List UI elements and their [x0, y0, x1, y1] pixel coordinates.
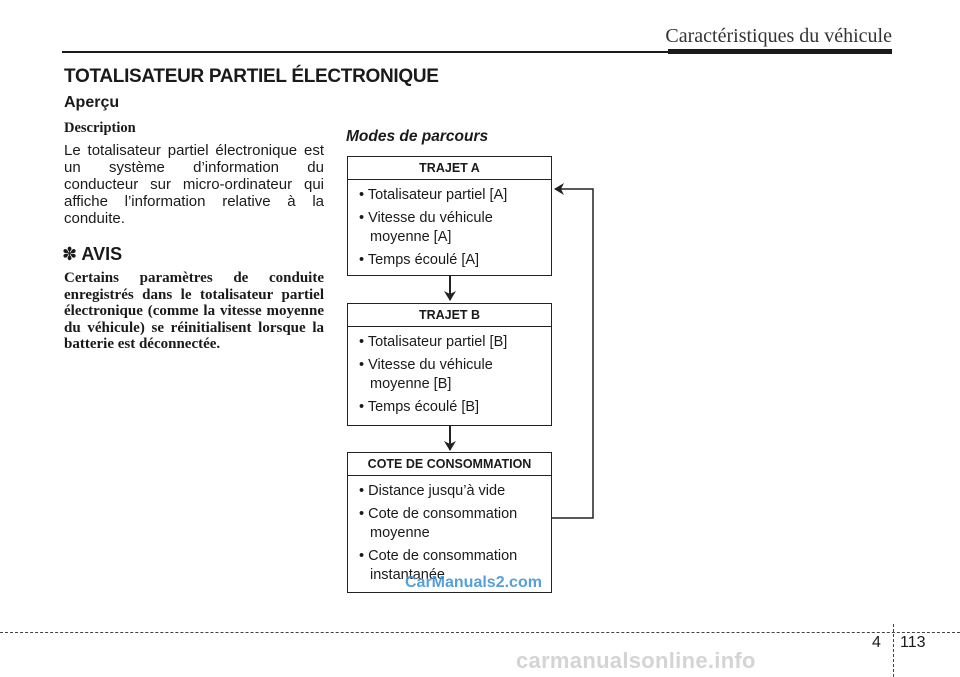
description-heading: Description — [64, 120, 136, 136]
list-item: • Cote de consommation moyenne — [354, 505, 545, 543]
section-title: TOTALISATEUR PARTIEL ÉLECTRONIQUE — [64, 66, 439, 87]
description-text: Le totalisateur partiel électronique est un système d’information du conducteur sur micro-ordinateur qui affiche l’information relative à la conduite. — [64, 142, 324, 227]
modes-heading: Modes de parcours — [346, 128, 489, 145]
trip-a-list — [348, 180, 551, 270]
consumption-title: COTE DE CONSOMMATION — [348, 453, 551, 476]
list-item: • Distance jusqu’à vide — [354, 482, 545, 501]
page-chapter-number: 4 — [872, 634, 881, 651]
list-item: • Cote de consommation instantanée — [354, 547, 545, 585]
trip-b-list — [348, 327, 551, 417]
list-item: • Vitesse du véhicule moyenne [A] — [354, 209, 545, 247]
list-item: • Totalisateur partiel [A] — [354, 186, 545, 205]
page-number: 113 — [900, 634, 926, 651]
trip-a-title: TRAJET A — [348, 157, 551, 180]
notice-text: Certains paramètres de conduite enregistrés dans le totalisateur partiel électronique (comme la vitesse moyenne du véhicule) se réinitialisent lorsque la batterie est déconnectée. — [64, 270, 324, 352]
trip-a-box — [347, 156, 552, 276]
list-item: • Temps écoulé [A] — [354, 251, 545, 270]
footer-page-separator — [893, 624, 894, 677]
arrow-consumption-to-trip-a — [552, 189, 593, 518]
watermark-link[interactable]: CarManuals2.com — [405, 574, 542, 591]
trip-b-box — [347, 303, 552, 426]
section-subheading: Aperçu — [64, 94, 120, 111]
chapter-title: Caractéristiques du véhicule — [665, 25, 892, 47]
list-item: • Vitesse du véhicule moyenne [B] — [354, 356, 545, 394]
consumption-list — [348, 476, 551, 585]
list-item: • Temps écoulé [B] — [354, 398, 545, 417]
footer-divider — [0, 632, 960, 633]
consumption-box — [347, 452, 552, 593]
trip-b-title: TRAJET B — [348, 304, 551, 327]
notice-heading: ✽ AVIS — [62, 244, 123, 264]
footer-brand-link[interactable]: carmanualsonline.info — [516, 648, 756, 673]
list-item: • Totalisateur partiel [B] — [354, 333, 545, 352]
